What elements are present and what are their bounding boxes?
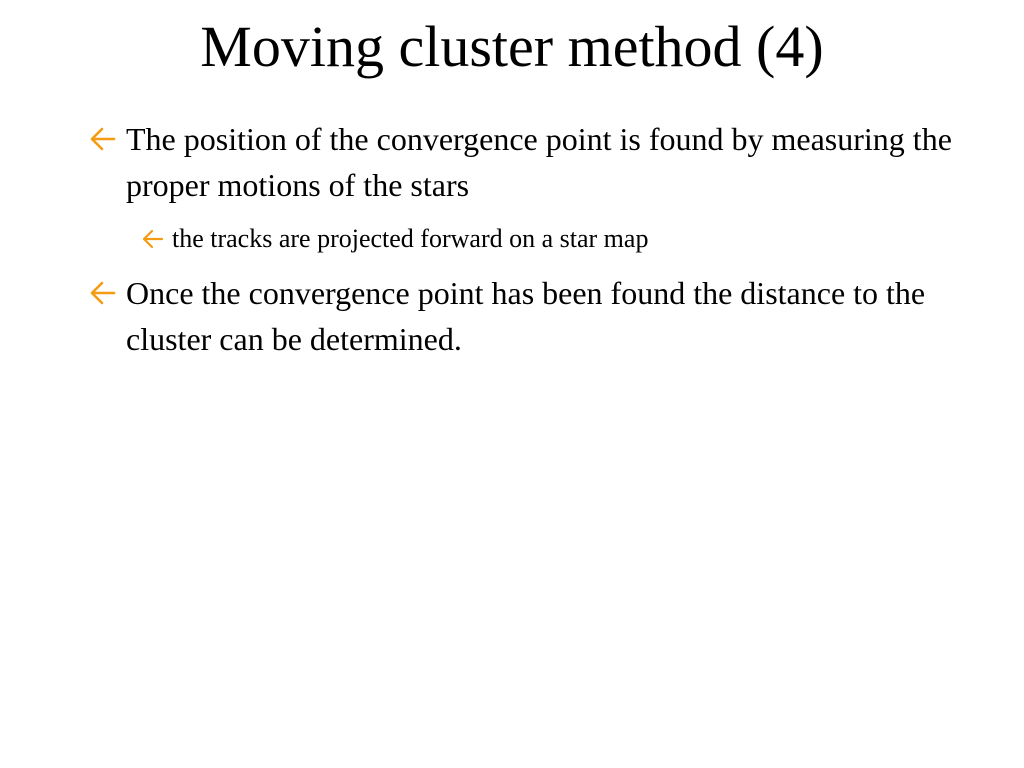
bullet-text: The position of the convergence point is found by measuring the proper motions of the stars (126, 121, 952, 203)
sub-bullet-text: the tracks are projected forward on a star map (172, 224, 649, 253)
bullet-item (88, 270, 968, 362)
slide-title: Moving cluster method (4) (200, 14, 824, 79)
bullet-text: Once the convergence point has been found the distance to the cluster can be determined. (126, 275, 926, 357)
bullet-item (88, 116, 968, 208)
left-arrow-icon (140, 222, 172, 256)
left-arrow-icon (88, 270, 126, 316)
sub-bullet-item (140, 222, 970, 256)
left-arrow-icon (88, 116, 126, 162)
